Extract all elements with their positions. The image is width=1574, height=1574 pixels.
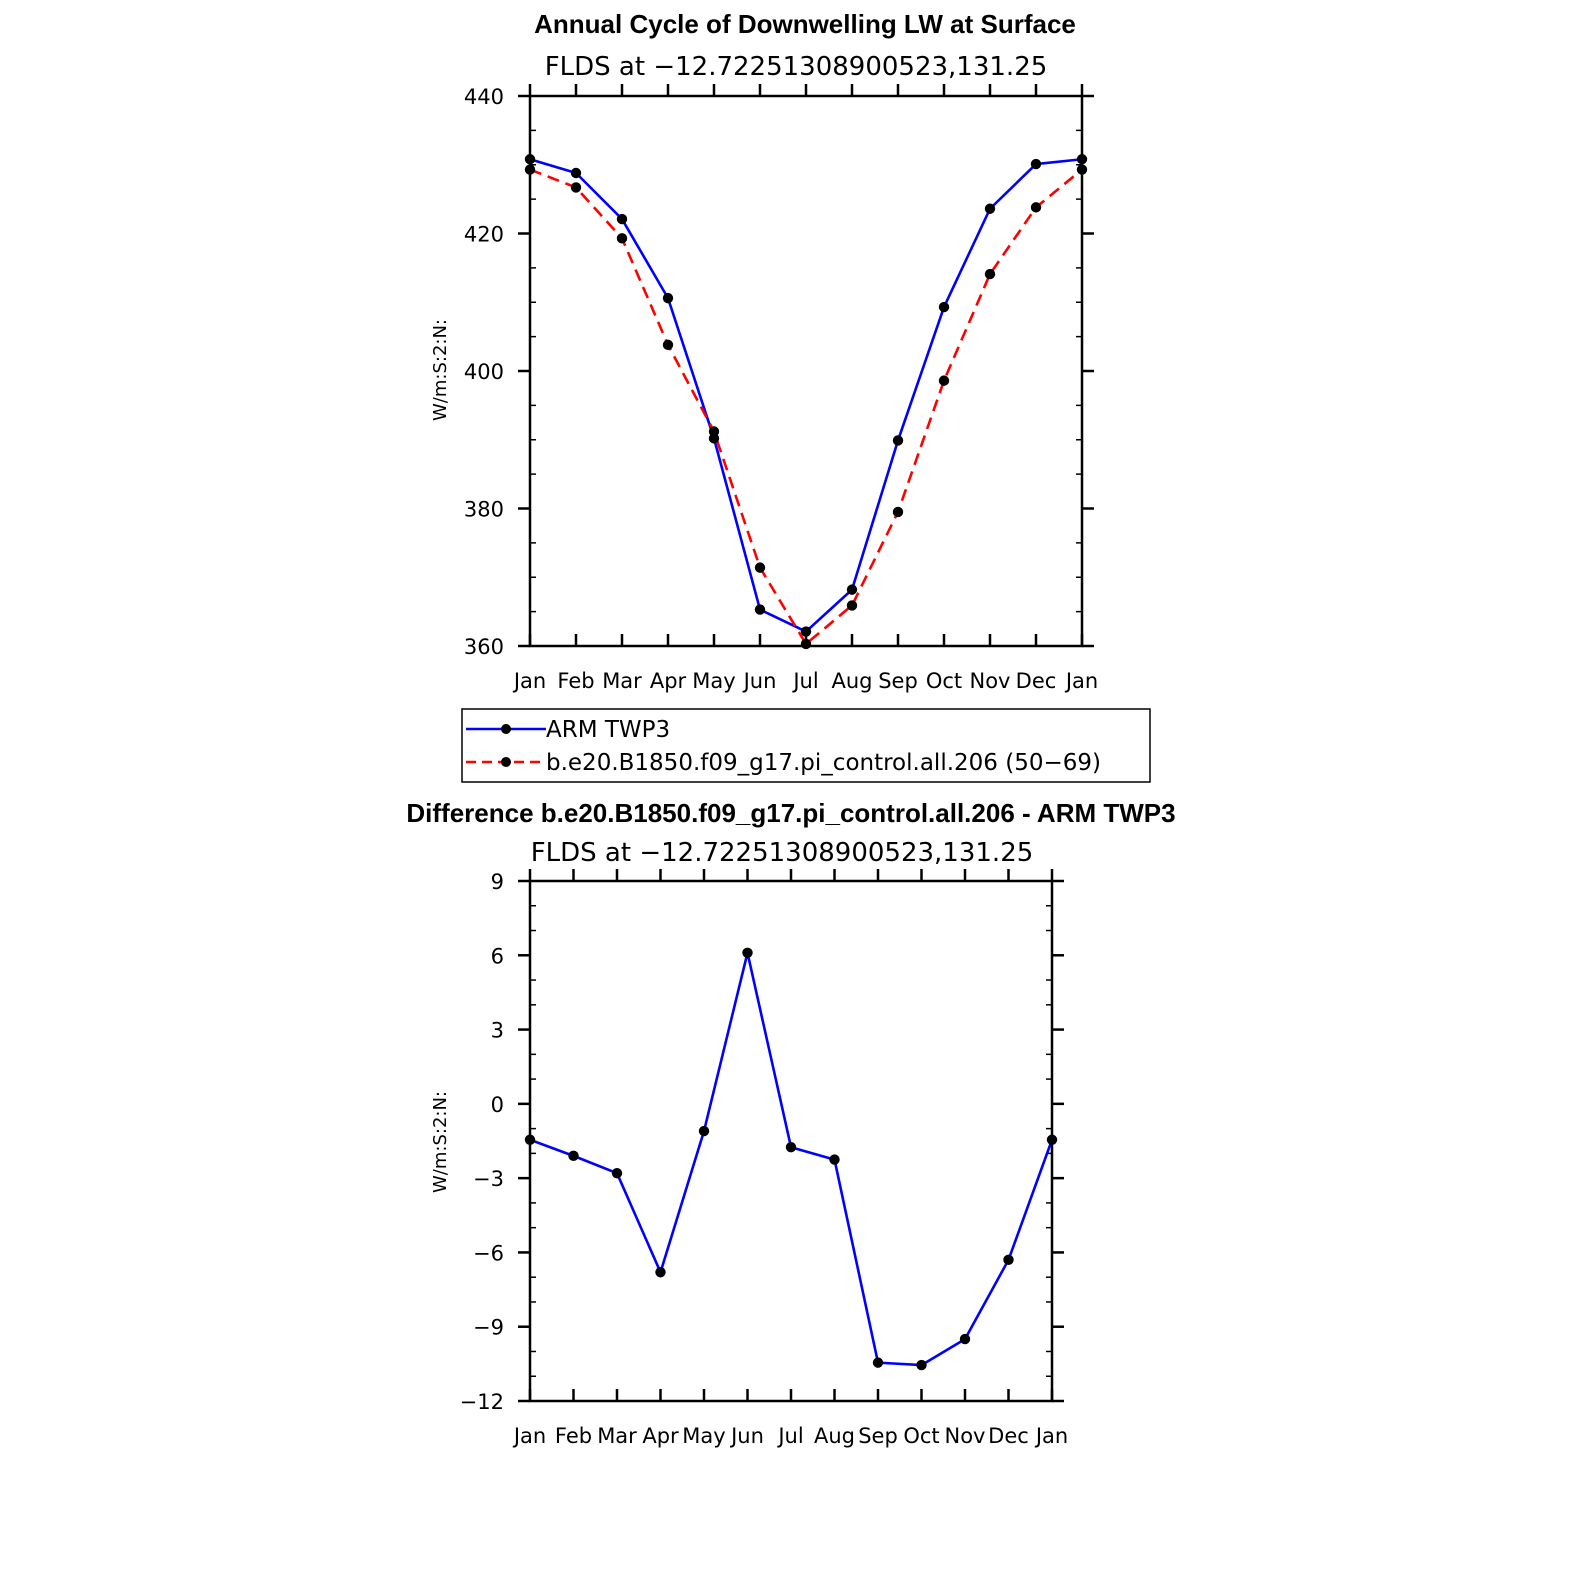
y-tick-label: 400 [463, 360, 504, 384]
x-tick-label: Dec [988, 1424, 1029, 1448]
y-tick-label: 360 [463, 635, 504, 659]
series-lines [530, 159, 1082, 644]
y-tick-label: −12 [459, 1390, 504, 1414]
y-tick-label: 380 [463, 497, 504, 522]
y-tick-label: −3 [473, 1167, 504, 1192]
data-point [755, 562, 765, 572]
x-tick-label: Oct [903, 1424, 940, 1448]
data-point [612, 1168, 622, 1178]
data-point [1003, 1255, 1013, 1265]
data-point [1077, 164, 1087, 174]
x-tick-label: Apr [642, 1424, 679, 1448]
x-tick-label: Jun [731, 1424, 764, 1448]
data-point [847, 584, 857, 594]
data-point [847, 600, 857, 610]
data-point [709, 426, 719, 436]
data-point [801, 639, 811, 649]
chart-subtitle: FLDS at −12.72251308900523,131.25 [530, 838, 1034, 868]
data-point [1031, 202, 1041, 212]
x-tick-label: Oct [925, 669, 963, 693]
plot-frame [530, 96, 1082, 646]
x-tick-label: Sep [878, 669, 918, 693]
data-point [571, 168, 581, 178]
difference-chart [406, 798, 1175, 1448]
data-point [699, 1126, 709, 1136]
chart-title: Annual Cycle of Downwelling LW at Surface [534, 9, 1076, 39]
x-tick-label: Aug [813, 1424, 856, 1448]
data-point [755, 604, 765, 614]
data-point [1031, 159, 1041, 169]
data-point [742, 948, 752, 958]
data-point [525, 154, 535, 164]
data-point [985, 204, 995, 214]
x-tick-label: Mar [602, 669, 642, 693]
y-tick-label: 6 [490, 944, 504, 969]
x-tick-label: Feb [554, 1424, 593, 1448]
y-tick-label: −9 [473, 1315, 504, 1340]
y-tick-label: 3 [490, 1018, 504, 1043]
data-point [571, 182, 581, 192]
x-tick-label: Jul [778, 1424, 804, 1448]
axis-ticks [460, 869, 1069, 1448]
legend [462, 709, 1150, 782]
x-tick-label: May [682, 1424, 726, 1448]
chart-subtitle: FLDS at −12.72251308900523,131.25 [544, 52, 1048, 82]
x-tick-label: Mar [597, 1424, 637, 1448]
data-point [939, 375, 949, 385]
data-point [525, 164, 535, 174]
y-axis-label: W/m:S:2:N: [430, 1091, 451, 1193]
x-tick-label: Aug [831, 669, 873, 693]
data-point [801, 626, 811, 636]
data-point [617, 214, 627, 224]
data-point [960, 1334, 970, 1344]
series-line-0 [530, 159, 1082, 631]
x-tick-label: Dec [1015, 669, 1057, 693]
data-point [617, 233, 627, 243]
data-point [939, 302, 949, 312]
data-point [873, 1357, 883, 1367]
data-point [829, 1154, 839, 1164]
legend-marker-arm [501, 724, 511, 734]
data-point [985, 269, 995, 279]
x-tick-label: Jan [1035, 1424, 1069, 1448]
x-tick-label: Jan [513, 1424, 547, 1448]
series-line-0 [530, 953, 1052, 1365]
data-point [893, 435, 903, 445]
x-tick-label: Sep [858, 1424, 898, 1448]
y-axis-label: W/m:S:2:N: [430, 319, 451, 421]
x-tick-label: Nov [944, 1424, 986, 1448]
x-tick-label: May [692, 669, 736, 693]
legend-label-model: b.e20.B1850.f09_g17.pi_control.all.206 (50−69) [546, 750, 1101, 776]
x-tick-label: Jan [513, 669, 547, 693]
data-point [893, 507, 903, 517]
data-point [568, 1151, 578, 1161]
y-tick-label: 0 [490, 1092, 504, 1117]
y-tick-label: 9 [490, 870, 504, 894]
chart-title: Difference b.e20.B1850.f09_g17.pi_control.all.206 - ARM TWP3 [406, 798, 1176, 828]
data-point [525, 1135, 535, 1145]
y-tick-label: 440 [463, 85, 504, 109]
series-points [525, 154, 1087, 649]
series-points [525, 948, 1057, 1371]
x-tick-label: Jul [793, 669, 819, 693]
data-point [1077, 154, 1087, 164]
y-tick-label: −6 [473, 1241, 504, 1266]
data-point [655, 1267, 665, 1277]
x-tick-label: Jan [1065, 669, 1099, 693]
series-line-1 [530, 170, 1082, 644]
series-lines [530, 953, 1052, 1365]
data-point [1047, 1135, 1057, 1145]
legend-label-arm: ARM TWP3 [546, 717, 671, 743]
data-point [786, 1142, 796, 1152]
x-tick-label: Apr [649, 669, 687, 693]
annual-cycle-chart [430, 9, 1150, 782]
x-tick-label: Nov [969, 669, 1011, 693]
x-tick-label: Jun [743, 669, 777, 693]
data-point [663, 340, 673, 350]
y-tick-label: 420 [463, 222, 504, 247]
data-point [663, 293, 673, 303]
data-point [916, 1360, 926, 1370]
x-tick-label: Feb [557, 669, 595, 693]
legend-marker-model [501, 757, 511, 767]
